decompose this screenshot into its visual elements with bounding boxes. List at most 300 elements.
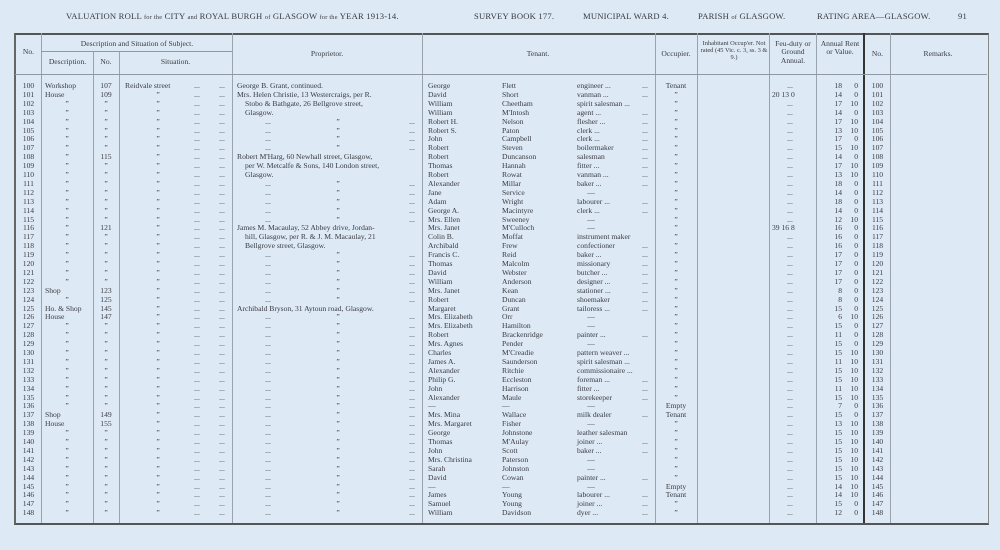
proprietor-dots: ...: [265, 508, 271, 518]
feu-duty: ...: [787, 125, 793, 135]
occupation-dots: ...: [642, 303, 648, 313]
feu-duty: ...: [787, 294, 793, 304]
tenant-surname: Webster: [502, 267, 527, 277]
situation-ditto: ”: [156, 428, 160, 438]
annual-rent-shillings: 10: [850, 472, 858, 482]
situation-dots: ...: [194, 259, 200, 268]
annual-rent-shillings: 10: [850, 116, 858, 126]
occupier: ”: [674, 205, 678, 215]
title-text: and: [187, 14, 198, 21]
annual-rent-pounds: 18: [834, 81, 842, 90]
proprietor: Bellgrove street, Glasgow.: [245, 241, 326, 251]
situation-ditto: ”: [156, 232, 160, 242]
situation-dots: ...: [194, 125, 200, 135]
occupier: ”: [674, 428, 678, 438]
proprietor-ditto: ”: [336, 365, 340, 375]
situation-dots: ...: [219, 401, 225, 411]
description: ”: [65, 205, 69, 215]
proprietor-dots: ...: [409, 250, 415, 260]
proprietor-ditto: ”: [336, 259, 340, 268]
tenant-surname: Duncan: [502, 294, 526, 304]
situation-ditto: ”: [156, 125, 160, 135]
situation-dots: ...: [194, 312, 200, 322]
tenant-first-name: William: [428, 276, 453, 286]
annual-rent-shillings: 0: [854, 339, 858, 349]
entry-number-right: 107: [871, 143, 884, 153]
situation-ditto: ”: [156, 303, 160, 313]
proprietor-dots: ...: [409, 401, 415, 411]
description: ”: [65, 374, 69, 384]
proprietor-dots: ...: [265, 339, 271, 349]
tenant-first-name: Mrs. Mina: [428, 410, 461, 420]
occupier: ”: [674, 107, 678, 117]
occupier: ”: [674, 365, 678, 375]
occupation: storekeeper: [577, 392, 612, 402]
proprietor-dots: ...: [409, 134, 415, 144]
description: ”: [65, 392, 69, 402]
tenant-first-name: Mrs. Janet: [428, 285, 460, 295]
title-text: VALUATION ROLL: [66, 11, 142, 21]
annual-rent-pounds: 18: [834, 178, 842, 188]
entry-number: 126: [22, 312, 35, 322]
occupation-dots: ...: [642, 472, 648, 482]
description: ”: [65, 454, 69, 464]
annual-rent-pounds: 17: [834, 116, 842, 126]
situation-dots: ...: [194, 339, 200, 349]
proprietor-dots: ...: [265, 437, 271, 446]
tenant-first-name: Jane: [428, 187, 442, 197]
proprietor-dots: ...: [265, 267, 271, 277]
feu-duty: ...: [787, 303, 793, 313]
situation-dots: ...: [194, 499, 200, 509]
annual-rent-shillings: 0: [854, 81, 858, 90]
occupation-dots: ...: [642, 134, 648, 144]
occupier: Tenant: [665, 81, 687, 90]
tenant-surname: Wallace: [502, 410, 527, 420]
occupation-dots: ...: [642, 294, 648, 304]
title-text: ROYAL BURGH: [199, 11, 263, 21]
street-number: ”: [104, 267, 108, 277]
annual-rent-shillings: 0: [854, 107, 858, 117]
annual-rent-shillings: 10: [850, 445, 858, 455]
proprietor-ditto: ”: [336, 454, 340, 464]
entry-number: 113: [22, 196, 35, 206]
entry-number: 120: [22, 259, 35, 268]
proprietor: Archibald Bryson, 31 Aytoun road, Glasgow.: [237, 303, 374, 313]
proprietor-dots: ...: [409, 294, 415, 304]
tenant-surname: Reid: [502, 250, 517, 260]
annual-rent-pounds: 14: [834, 187, 842, 197]
proprietor-dots: ...: [409, 339, 415, 349]
entry-number-right: 146: [871, 490, 884, 500]
proprietor-ditto: ”: [336, 481, 340, 491]
proprietor-ditto: ”: [336, 392, 340, 402]
feu-duty: ...: [787, 196, 793, 206]
entry-number: 108: [22, 152, 35, 162]
proprietor-ditto: ”: [336, 321, 340, 331]
description: Ho. & Shop: [45, 303, 82, 313]
proprietor-ditto: ”: [336, 178, 340, 188]
tenant-first-name: John: [428, 445, 443, 455]
situation-ditto: ”: [156, 330, 160, 340]
header-occupier: Occupier.: [661, 49, 691, 58]
entry-number-right: 122: [871, 276, 884, 286]
occupation: milk dealer: [577, 410, 612, 420]
proprietor-dots: ...: [265, 383, 271, 393]
tenant-surname: Wright: [502, 196, 524, 206]
annual-rent-pounds: 8: [838, 285, 842, 295]
entry-number: 139: [22, 428, 35, 438]
tenant-first-name: David: [428, 472, 447, 482]
street-number: ”: [104, 392, 108, 402]
situation-dots: ...: [194, 89, 200, 99]
tenant-first-name: David: [428, 267, 447, 277]
header-annual-rent: Annual Rent or Value.: [820, 39, 860, 57]
feu-duty: ...: [787, 321, 793, 331]
occupation: commissionaire ...: [577, 365, 633, 375]
description: ”: [65, 170, 69, 179]
proprietor: per W. Metcalfe & Sons, 140 London street,: [245, 161, 380, 171]
description: ”: [65, 445, 69, 455]
entry-number: 104: [22, 116, 35, 126]
street-number: ”: [104, 454, 108, 464]
entry-number: 116: [22, 223, 35, 233]
header-no: No.: [22, 47, 35, 56]
situation-dots: ...: [219, 419, 225, 429]
tenant-first-name: Adam: [428, 196, 447, 206]
description: House: [45, 89, 65, 99]
entry-number-right: 127: [871, 321, 884, 331]
tenant-surname: —: [502, 481, 510, 491]
occupation: —: [587, 312, 595, 322]
proprietor: James M. Macaulay, 52 Abbey drive, Jordan-: [237, 223, 375, 233]
tenant-surname: —: [502, 401, 510, 411]
description: ”: [65, 107, 69, 117]
column-rule: [41, 33, 42, 523]
proprietor: hill, Glasgow, per R. & J. M. Macaulay, 21: [245, 232, 376, 242]
proprietor-ditto: ”: [336, 419, 340, 429]
street-number: 109: [100, 89, 112, 99]
entry-number-right: 114: [871, 205, 884, 215]
occupation: flesher ...: [577, 116, 606, 126]
occupation-dots: ...: [642, 125, 648, 135]
proprietor-dots: ...: [409, 321, 415, 331]
occupation-dots: ...: [642, 330, 648, 340]
situation-dots: ...: [194, 374, 200, 384]
column-rule: [422, 33, 423, 523]
proprietor-dots: ...: [265, 250, 271, 260]
entry-number: 145: [22, 481, 35, 491]
annual-rent-shillings: 0: [854, 134, 858, 144]
annual-rent-shillings: 10: [850, 383, 858, 393]
situation-dots: ...: [194, 107, 200, 117]
annual-rent-shillings: 0: [854, 285, 858, 295]
occupation-dots: ...: [642, 196, 648, 206]
entry-number: 128: [22, 330, 35, 340]
tenant-first-name: Margaret: [428, 303, 456, 313]
tenant-surname: Harrison: [502, 383, 529, 393]
occupier: ”: [674, 330, 678, 340]
street-number: ”: [104, 321, 108, 331]
occupier: ”: [674, 472, 678, 482]
feu-duty: ...: [787, 152, 793, 162]
proprietor-dots: ...: [265, 294, 271, 304]
entry-number-right: 120: [871, 259, 884, 268]
situation-dots: ...: [219, 178, 225, 188]
entry-number-right: 111: [872, 178, 883, 188]
occupation-dots: ...: [642, 161, 648, 171]
feu-duty: ...: [787, 98, 793, 108]
occupation: joiner ...: [577, 437, 603, 446]
description: ”: [65, 116, 69, 126]
title-text: PARISH: [698, 11, 729, 21]
situation-ditto: ”: [156, 267, 160, 277]
annual-rent-pounds: 16: [834, 223, 842, 233]
entry-number-right: 118: [871, 241, 884, 251]
annual-rent-shillings: 0: [854, 321, 858, 331]
annual-rent-shillings: 10: [850, 98, 858, 108]
occupier: ”: [674, 161, 678, 171]
street-number: ”: [104, 508, 108, 518]
situation-dots: ...: [194, 170, 200, 179]
street-number: ”: [104, 401, 108, 411]
situation-dots: ...: [219, 445, 225, 455]
proprietor-dots: ...: [265, 259, 271, 268]
entry-number-right: 142: [871, 454, 884, 464]
street-number: 123: [100, 285, 112, 295]
situation-ditto: ”: [156, 312, 160, 322]
situation-dots: ...: [194, 401, 200, 411]
occupier: ”: [674, 170, 678, 179]
entry-number-right: 141: [871, 445, 884, 455]
annual-rent-pounds: 15: [834, 499, 842, 509]
tenant-first-name: George A.: [428, 205, 460, 215]
header-description: Description.: [48, 57, 87, 66]
annual-rent-shillings: 0: [854, 196, 858, 206]
proprietor-ditto: ”: [336, 437, 340, 446]
entry-number: 132: [22, 365, 35, 375]
situation-dots: ...: [194, 81, 200, 90]
entry-number-right: 108: [871, 152, 884, 162]
occupation-dots: ...: [642, 116, 648, 126]
tenant-surname: Nelson: [502, 116, 524, 126]
occupation: —: [587, 321, 595, 331]
occupier: ”: [674, 303, 678, 313]
situation-dots: ...: [219, 134, 225, 144]
occupation-dots: ...: [642, 508, 648, 518]
occupation-dots: ...: [642, 445, 648, 455]
proprietor-ditto: ”: [336, 348, 340, 357]
street-number: ”: [104, 472, 108, 482]
occupier: ”: [674, 294, 678, 304]
situation-ditto: ”: [156, 348, 160, 357]
description: ”: [65, 125, 69, 135]
situation-dots: ...: [194, 232, 200, 242]
street-number: ”: [104, 214, 108, 224]
annual-rent-shillings: 10: [850, 125, 858, 135]
occupier: ”: [674, 508, 678, 518]
feu-duty: ...: [787, 250, 793, 260]
annual-rent-pounds: 12: [834, 214, 842, 224]
proprietor: Mrs. Helen Christie, 13 Westercraigs, per R.: [237, 89, 372, 99]
tenant-surname: Eccleston: [502, 374, 532, 384]
situation-dots: ...: [219, 348, 225, 357]
tenant-first-name: Thomas: [428, 259, 453, 268]
situation-dots: ...: [194, 348, 200, 357]
entry-number: 129: [22, 339, 35, 349]
proprietor-ditto: ”: [336, 490, 340, 500]
entry-number-right: 144: [871, 472, 884, 482]
proprietor-ditto: ”: [336, 339, 340, 349]
tenant-first-name: Robert: [428, 170, 449, 179]
occupation-dots: ...: [642, 205, 648, 215]
feu-duty: ...: [787, 365, 793, 375]
feu-duty: ...: [787, 187, 793, 197]
annual-rent-shillings: 10: [850, 356, 858, 366]
description: ”: [65, 356, 69, 366]
occupation: agent ...: [577, 107, 602, 117]
situation-dots: ...: [219, 392, 225, 402]
street-number: ”: [104, 232, 108, 242]
street-number: ”: [104, 374, 108, 384]
entry-number-right: 117: [871, 232, 884, 242]
proprietor-dots: ...: [265, 392, 271, 402]
annual-rent-pounds: 15: [834, 463, 842, 473]
tenant-surname: M'Creadie: [502, 348, 534, 357]
description: ”: [65, 401, 69, 411]
feu-duty: ...: [787, 410, 793, 420]
tenant-surname: Campbell: [502, 134, 532, 144]
proprietor-ditto: ”: [336, 508, 340, 518]
tenant-surname: Duncanson: [502, 152, 537, 162]
street-number: ”: [104, 276, 108, 286]
feu-duty: ...: [787, 259, 793, 268]
situation-dots: ...: [194, 428, 200, 438]
occupation: leather salesman: [577, 428, 628, 438]
occupation: clerk ...: [577, 205, 600, 215]
situation-dots: ...: [194, 454, 200, 464]
situation-dots: ...: [194, 365, 200, 375]
occupier: ”: [674, 187, 678, 197]
proprietor-dots: ...: [265, 356, 271, 366]
street-number: ”: [104, 161, 108, 171]
entry-number-right: 105: [871, 125, 884, 135]
proprietor-dots: ...: [265, 419, 271, 429]
tenant-surname: Millar: [502, 178, 521, 188]
annual-rent-shillings: 0: [854, 250, 858, 260]
tenant-surname: Kean: [502, 285, 519, 295]
annual-rent-shillings: 0: [854, 89, 858, 99]
annual-rent-shillings: 10: [850, 312, 858, 322]
feu-duty: ...: [787, 374, 793, 384]
proprietor-dots: ...: [409, 481, 415, 491]
annual-rent-shillings: 0: [854, 259, 858, 268]
situation-dots: ...: [194, 134, 200, 144]
street-number: ”: [104, 205, 108, 215]
feu-duty: ...: [787, 205, 793, 215]
feu-duty: ...: [787, 401, 793, 411]
street-number: ”: [104, 125, 108, 135]
annual-rent-pounds: 15: [834, 365, 842, 375]
feu-duty: ...: [787, 116, 793, 126]
tenant-surname: M'Intosh: [502, 107, 530, 117]
annual-rent-shillings: 0: [854, 152, 858, 162]
tenant-first-name: Mrs. Christina: [428, 454, 472, 464]
entry-number: 131: [22, 356, 35, 366]
occupier: ”: [674, 454, 678, 464]
annual-rent-pounds: 14: [834, 89, 842, 99]
entry-number: 143: [22, 463, 35, 473]
proprietor-ditto: ”: [336, 116, 340, 126]
situation-dots: ...: [219, 187, 225, 197]
entry-number-right: 119: [871, 250, 884, 260]
entry-number-right: 139: [871, 428, 884, 438]
tenant-first-name: George: [428, 428, 451, 438]
situation-ditto: ”: [156, 454, 160, 464]
occupation-dots: ...: [642, 392, 648, 402]
entry-number-right: 131: [871, 356, 884, 366]
row-rule: [41, 51, 232, 52]
feu-duty: ...: [787, 463, 793, 473]
proprietor-dots: ...: [409, 205, 415, 215]
occupation: dyer ...: [577, 508, 599, 518]
situation-ditto: ”: [156, 116, 160, 126]
situation-dots: ...: [194, 321, 200, 331]
entry-number: 107: [22, 143, 35, 153]
annual-rent-shillings: 10: [850, 161, 858, 171]
proprietor: Glasgow.: [245, 170, 274, 179]
feu-duty: ...: [787, 356, 793, 366]
annual-rent-pounds: 15: [834, 339, 842, 349]
annual-rent-pounds: 15: [834, 374, 842, 384]
proprietor-dots: ...: [409, 365, 415, 375]
occupier: ”: [674, 89, 678, 99]
situation-ditto: ”: [156, 276, 160, 286]
entry-number: 115: [22, 214, 35, 224]
tenant-first-name: George: [428, 81, 451, 90]
description: ”: [65, 321, 69, 331]
tenant-first-name: Francis C.: [428, 250, 460, 260]
entry-number: 122: [22, 276, 35, 286]
tenant-surname: Davidson: [502, 508, 532, 518]
feu-duty: ...: [787, 312, 793, 322]
occupation-dots: ...: [642, 374, 648, 384]
occupation: —: [587, 463, 595, 473]
occupier: ”: [674, 134, 678, 144]
description: ”: [65, 223, 69, 233]
situation-ditto: ”: [156, 294, 160, 304]
street-number: ”: [104, 196, 108, 206]
tenant-surname: Moffat: [502, 232, 523, 242]
street-number: ”: [104, 481, 108, 491]
occupation-dots: ...: [642, 499, 648, 509]
tenant-first-name: —: [428, 481, 436, 491]
tenant-surname: Grant: [502, 303, 520, 313]
situation-ditto: ”: [156, 321, 160, 331]
proprietor-dots: ...: [409, 419, 415, 429]
street-number: ”: [104, 107, 108, 117]
feu-duty: ...: [787, 348, 793, 357]
entry-number-right: 128: [871, 330, 884, 340]
situation-ditto: ”: [156, 339, 160, 349]
description: ”: [65, 232, 69, 242]
entry-number-right: 133: [871, 374, 884, 384]
description: ”: [65, 383, 69, 393]
situation-dots: ...: [219, 107, 225, 117]
annual-rent-pounds: 8: [838, 294, 842, 304]
situation-dots: ...: [219, 499, 225, 509]
situation-dots: ...: [219, 125, 225, 135]
